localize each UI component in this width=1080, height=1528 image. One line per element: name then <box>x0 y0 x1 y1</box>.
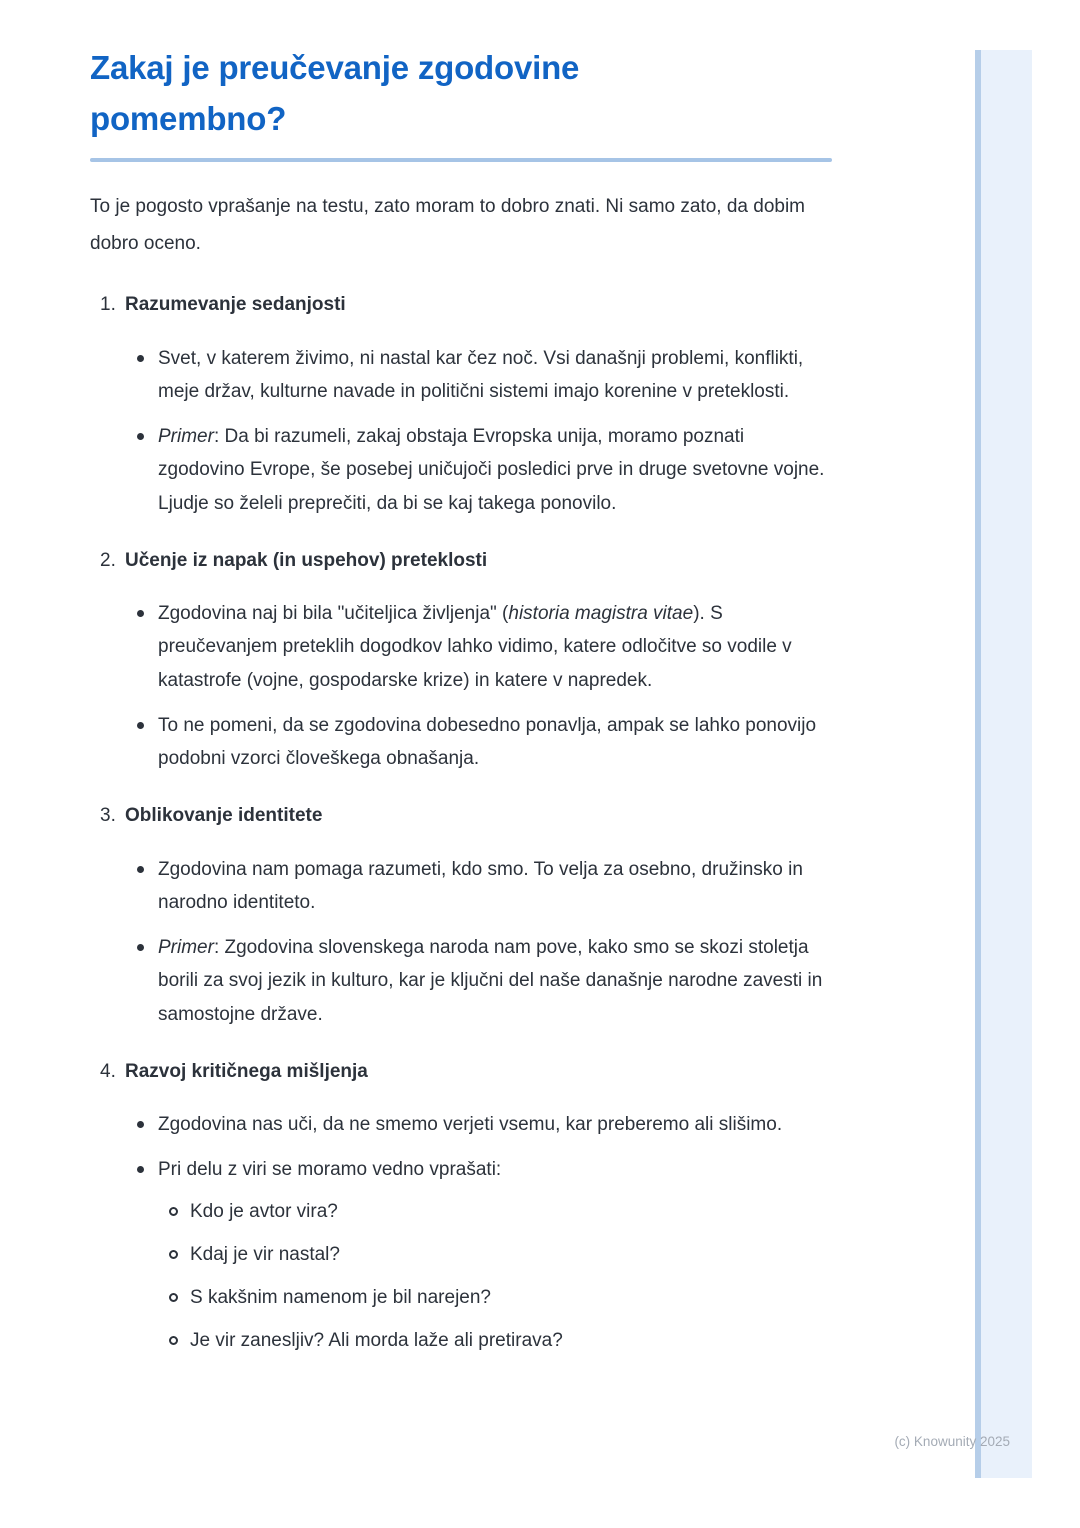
section-heading <box>90 544 832 577</box>
page-title: Zakaj je preučevanje zgodovine pomembno? <box>90 49 580 138</box>
bullet-text-run: To ne pomeni, da se zgodovina dobesedno ponavlja, ampak se lahko ponovijo podobni vzorci človeškega obnašanja. <box>158 714 817 770</box>
bullet-text <box>158 937 822 1025</box>
bullet-text-italic-run: historia magistra vitae <box>508 603 694 625</box>
sub-bullet-item <box>158 1195 832 1228</box>
bullet-item <box>90 931 832 1031</box>
section-heading-text: Razvoj kritičnega mišljenja <box>125 1060 368 1082</box>
bullet-item <box>90 342 832 409</box>
bullet-item <box>90 1108 832 1141</box>
copyright-footer: (c) Knowunity 2025 <box>894 1434 1010 1449</box>
sub-bullet-item <box>158 1324 832 1357</box>
sections-list <box>90 288 832 1357</box>
bullet-text-italic-run: Primer <box>158 937 214 959</box>
bullet-text-run: ). S preučevanjem preteklih dogodkov lahko vidimo, katere odločitve so vodile v katastrofe (vojne, gospodarske krize) in katere v napredek. <box>158 603 792 691</box>
section <box>90 544 832 776</box>
bullet-dot-icon <box>137 1121 144 1128</box>
bullet-text-run: Zgodovina naj bi bila "učiteljica življenja" ( <box>158 603 509 625</box>
bullet-item <box>90 597 832 697</box>
section-heading <box>90 799 832 832</box>
bullet-item <box>90 1153 832 1357</box>
section <box>90 799 832 1031</box>
section-heading <box>90 288 832 321</box>
sub-bullet-circle-icon <box>169 1207 178 1216</box>
bullet-dot-icon <box>137 722 144 729</box>
sub-bullet-item <box>158 1281 832 1314</box>
sub-bullet-item <box>158 1238 832 1271</box>
bullet-text-run: : Da bi razumeli, zakaj obstaja Evropska unija, moramo poznati zgodovino Evrope, še posebej uničujoči posledici prve in druge svetovne vojne. Ljudje so želeli preprečiti, da bi se kaj takega ponovilo. <box>158 426 825 514</box>
bullet-dot-icon <box>137 944 144 951</box>
section <box>90 288 832 520</box>
section-heading <box>90 1055 832 1088</box>
bullet-dot-icon <box>137 433 144 440</box>
bullet-text <box>158 603 792 691</box>
bullet-dot-icon <box>137 866 144 873</box>
bullet-text-italic-run: Primer <box>158 426 214 448</box>
bullet-text <box>158 1159 501 1180</box>
bullet-text <box>158 1114 782 1135</box>
section-number: 3. <box>100 805 116 827</box>
bullet-dot-icon <box>137 355 144 362</box>
bullet-list <box>90 853 832 1031</box>
bullet-text-run: : Zgodovina slovenskega naroda nam pove, kako smo se skozi stoletja borili za svoj jezik in kulturo, kar je ključni del naše današnje narodne zavesti in samostojne države. <box>158 937 823 1025</box>
bullet-list <box>90 597 832 775</box>
bullet-item <box>90 853 832 920</box>
section-number: 1. <box>100 294 116 316</box>
section-heading-text: Oblikovanje identitete <box>125 805 323 827</box>
sub-bullet-text: Kdaj je vir nastal? <box>190 1243 340 1265</box>
title-underline <box>90 158 832 162</box>
sub-bullet-list <box>158 1195 832 1358</box>
document-content <box>90 42 832 1382</box>
bullet-text <box>158 426 824 514</box>
sub-bullet-text: S kakšnim namenom je bil narejen? <box>190 1287 491 1309</box>
bullet-dot-icon <box>137 610 144 617</box>
sub-bullet-circle-icon <box>169 1293 178 1302</box>
bullet-text <box>158 348 803 402</box>
bullet-list <box>90 342 832 520</box>
bullet-item <box>90 709 832 776</box>
section-heading-text: Razumevanje sedanjosti <box>125 294 346 316</box>
intro-paragraph: To je pogosto vprašanje na testu, zato moram to dobro znati. Ni samo zato, da dobim dobro oceno. <box>90 196 805 255</box>
bullet-text <box>158 715 816 769</box>
sub-bullet-circle-icon <box>169 1336 178 1345</box>
bullet-text-run: Zgodovina nas uči, da ne smemo verjeti vsemu, kar preberemo ali slišimo. <box>158 1114 783 1136</box>
section-number: 4. <box>100 1060 116 1082</box>
bullet-text <box>158 859 803 913</box>
section-number: 2. <box>100 549 116 571</box>
sub-bullet-text: Kdo je avtor vira? <box>190 1200 338 1222</box>
section-heading-text: Učenje iz napak (in uspehov) preteklosti <box>125 549 488 571</box>
bullet-text-run: Svet, v katerem živimo, ni nastal kar čez noč. Vsi današnji problemi, konflikti, meje držav, kulturne navade in politični sistemi imajo korenine v preteklosti. <box>158 347 804 402</box>
bullet-item <box>90 420 832 520</box>
bullet-list <box>90 1108 832 1358</box>
bullet-text-run: Zgodovina nam pomaga razumeti, kdo smo. To velja za osebno, družinsko in narodno identiteto. <box>158 858 803 913</box>
bullet-text-run: Pri delu z viri se moramo vedno vprašati: <box>158 1159 502 1181</box>
section <box>90 1055 832 1358</box>
right-accent-bar <box>975 50 1032 1478</box>
sub-bullet-text: Je vir zanesljiv? Ali morda laže ali pretirava? <box>190 1330 563 1352</box>
bullet-dot-icon <box>137 1166 144 1173</box>
sub-bullet-circle-icon <box>169 1250 178 1259</box>
